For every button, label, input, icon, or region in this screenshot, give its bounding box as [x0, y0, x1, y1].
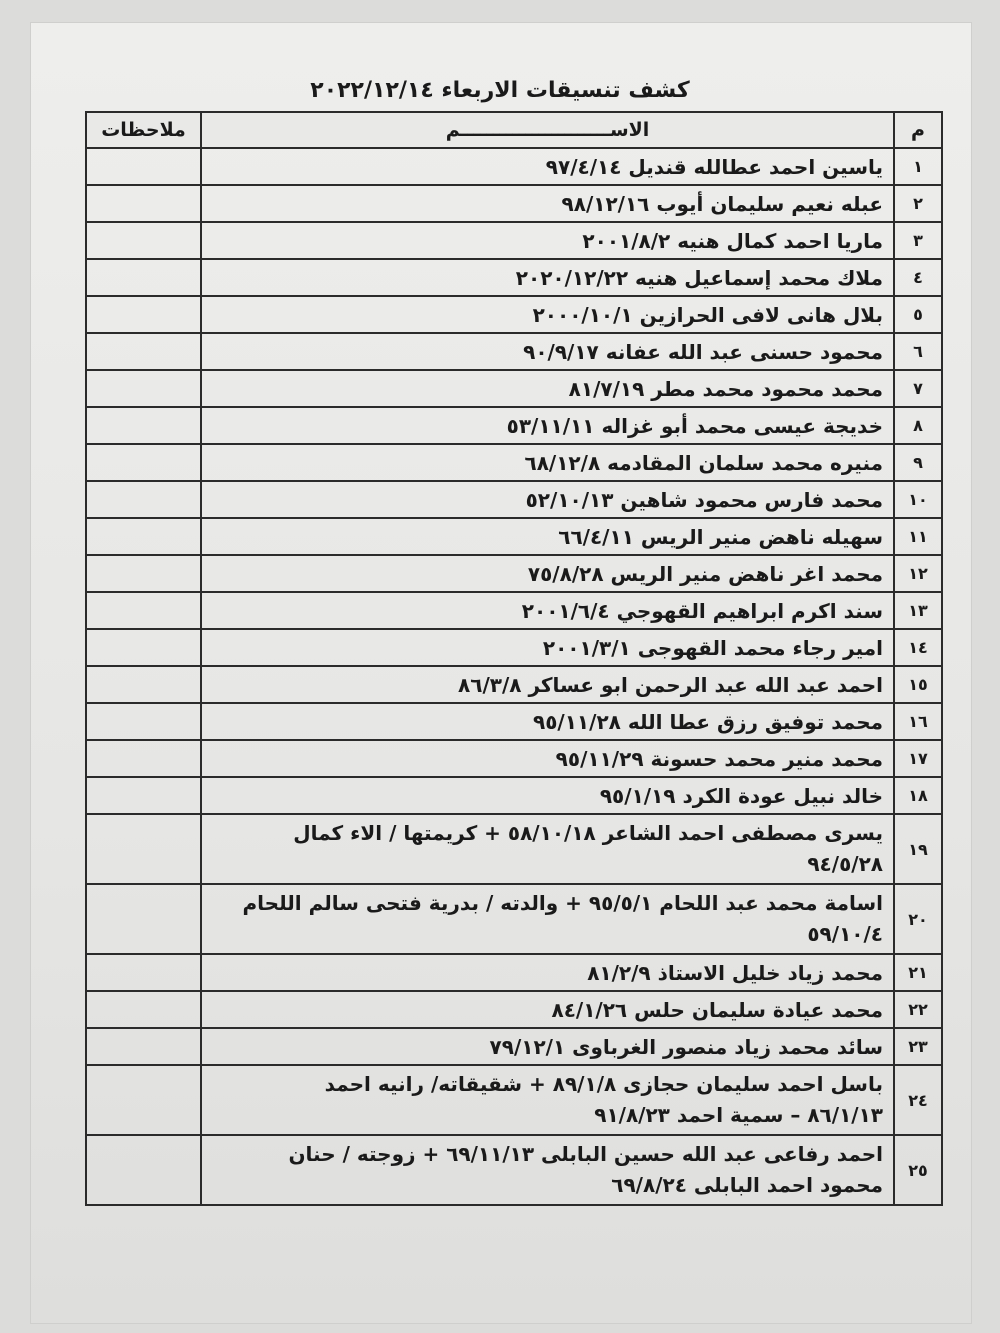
row-name-cell: [201, 814, 894, 884]
row-notes-cell: [86, 740, 201, 777]
row-number: ١٥: [894, 666, 942, 703]
table-row: [86, 259, 942, 296]
row-name-cell: [201, 666, 894, 703]
row-name-cell: [201, 370, 894, 407]
row-notes-cell: [86, 629, 201, 666]
row-notes-cell: [86, 370, 201, 407]
row-name-cell: [201, 777, 894, 814]
row-name-cell: [201, 296, 894, 333]
table-body: [86, 148, 942, 1205]
table-row: [86, 222, 942, 259]
table-row: [86, 629, 942, 666]
table-header-row: [86, 112, 942, 148]
row-name-cell: [201, 518, 894, 555]
row-name-line: احمد رفاعى عبد الله حسين البابلى ٦٩/١١/١٣ + زوجته / حنان: [288, 1142, 883, 1166]
table-row: [86, 954, 942, 991]
row-number: ٢٢: [894, 991, 942, 1028]
row-name-cell: [201, 481, 894, 518]
row-notes-cell: [86, 481, 201, 518]
row-notes-cell: [86, 703, 201, 740]
row-name-cell: [201, 148, 894, 185]
row-name-line: امير رجاء محمد القهوجى ٢٠٠١/٣/١: [542, 635, 883, 660]
table-row: [86, 777, 942, 814]
header-notes: ملاحظات: [86, 112, 201, 148]
row-notes-cell: [86, 555, 201, 592]
table-row: [86, 740, 942, 777]
row-notes-cell: [86, 148, 201, 185]
row-name-cell: [201, 629, 894, 666]
row-name-line: منيره محمد سلمان المقادمه ٦٨/١٢/٨: [524, 450, 883, 475]
table-row: [86, 991, 942, 1028]
row-name-line: اسامة محمد عبد اللحام ٩٥/٥/١ + والدته / بدرية فتحى سالم اللحام: [242, 891, 883, 915]
row-number: ٢: [894, 185, 942, 222]
row-name-line: سهيله ناهض منير الريس ٦٦/٤/١١: [558, 524, 883, 549]
row-name-cell: [201, 222, 894, 259]
table-row: [86, 592, 942, 629]
row-name-line: محمود حسنى عبد الله عفانه ٩٠/٩/١٧: [523, 339, 883, 364]
row-number: ٩: [894, 444, 942, 481]
row-notes-cell: [86, 1028, 201, 1065]
row-notes-cell: [86, 592, 201, 629]
row-number: ٥: [894, 296, 942, 333]
table-row: [86, 296, 942, 333]
row-name-cell: [201, 884, 894, 954]
row-name-cell: [201, 185, 894, 222]
table-row: [86, 444, 942, 481]
row-name-line: خديجة عيسى محمد أبو غزاله ٥٣/١١/١١: [506, 413, 883, 438]
row-number: ٤: [894, 259, 942, 296]
row-name-cell: [201, 592, 894, 629]
row-notes-cell: [86, 333, 201, 370]
row-name-cell: [201, 1028, 894, 1065]
row-notes-cell: [86, 185, 201, 222]
row-name-cell: [201, 555, 894, 592]
row-name-cell: [201, 1135, 894, 1205]
row-name-cell: [201, 259, 894, 296]
row-number: ١٤: [894, 629, 942, 666]
row-notes-cell: [86, 814, 201, 884]
table-row: [86, 407, 942, 444]
row-number: ١٢: [894, 555, 942, 592]
table-row: [86, 185, 942, 222]
table-row: [86, 333, 942, 370]
row-notes-cell: [86, 666, 201, 703]
records-table: [85, 111, 943, 1206]
row-notes-cell: [86, 407, 201, 444]
row-name-line: محمد زياد خليل الاستاذ ٨١/٢/٩: [587, 960, 883, 985]
row-notes-cell: [86, 444, 201, 481]
row-notes-cell: [86, 1065, 201, 1135]
row-notes-cell: [86, 884, 201, 954]
table-row: [86, 666, 942, 703]
row-number: ٨: [894, 407, 942, 444]
table-row: [86, 555, 942, 592]
row-number: ١: [894, 148, 942, 185]
row-name-cell: [201, 991, 894, 1028]
row-number: ٢٤: [894, 1065, 942, 1135]
row-name-line: عبله نعيم سليمان أيوب ٩٨/١٢/١٦: [561, 191, 883, 216]
row-number: ٢٥: [894, 1135, 942, 1205]
row-number: ٢٣: [894, 1028, 942, 1065]
table-row: [86, 518, 942, 555]
row-name-cell: [201, 1065, 894, 1135]
row-notes-cell: [86, 518, 201, 555]
row-number: ١٠: [894, 481, 942, 518]
row-name-line: محمد منير محمد حسونة ٩٥/١١/٢٩: [555, 746, 883, 771]
row-name-cell: [201, 444, 894, 481]
row-number: ١٦: [894, 703, 942, 740]
row-name-line: ياسين احمد عطالله قنديل ٩٧/٤/١٤: [545, 154, 883, 179]
row-name-cell: [201, 740, 894, 777]
row-notes-cell: [86, 954, 201, 991]
table-row: [86, 481, 942, 518]
row-name-line: محمد محمود محمد مطر ٨١/٧/١٩: [568, 376, 883, 401]
row-notes-cell: [86, 296, 201, 333]
row-number: ١٧: [894, 740, 942, 777]
row-name-cell: [201, 703, 894, 740]
row-notes-cell: [86, 991, 201, 1028]
row-name-cell: [201, 333, 894, 370]
row-name-line: ٥٩/١٠/٤: [807, 922, 883, 946]
row-name-cell: [201, 407, 894, 444]
row-name-line: سند اكرم ابراهيم القهوجي ٢٠٠١/٦/٤: [521, 598, 883, 623]
row-number: ١٨: [894, 777, 942, 814]
row-number: ١١: [894, 518, 942, 555]
table-row: [86, 1028, 942, 1065]
row-notes-cell: [86, 777, 201, 814]
row-name-line: محمود احمد البابلى ٦٩/٨/٢٤: [611, 1173, 883, 1197]
row-name-line: ملاك محمد إسماعيل هنيه ٢٠٢٠/١٢/٢٢: [515, 265, 883, 290]
table-row: [86, 884, 942, 954]
row-name-line: محمد توفيق رزق عطا الله ٩٥/١١/٢٨: [533, 709, 883, 734]
row-name-line: بلال هانى لافى الحرازين ٢٠٠٠/١٠/١: [532, 302, 883, 327]
row-number: ٢٠: [894, 884, 942, 954]
page-title: كشف تنسيقات الاربعاء ٢٠٢٢/١٢/١٤: [310, 78, 690, 103]
table-row: [86, 148, 942, 185]
table-row: [86, 1065, 942, 1135]
header-number: م: [894, 112, 942, 148]
row-number: ٢١: [894, 954, 942, 991]
row-name-line: ماريا احمد كمال هنيه ٢٠٠١/٨/٢: [582, 228, 883, 253]
table-row: [86, 1135, 942, 1205]
row-name-line: ٩٤/٥/٢٨: [807, 852, 883, 876]
row-name-line: احمد عبد الله عبد الرحمن ابو عساكر ٨٦/٣/٨: [458, 672, 883, 697]
row-name-line: باسل احمد سليمان حجازى ٨٩/١/٨ + شقيقاته/ رانيه احمد: [324, 1072, 883, 1096]
row-number: ١٣: [894, 592, 942, 629]
row-number: ٣: [894, 222, 942, 259]
row-notes-cell: [86, 222, 201, 259]
row-name-line: سائد محمد زياد منصور الغرباوى ٧٩/١٢/١: [489, 1034, 883, 1059]
row-name-line: يسرى مصطفى احمد الشاعر ٥٨/١٠/١٨ + كريمتها / الاء كمال: [293, 821, 883, 845]
header-name: الاســـــــــــــــــــــــم: [201, 112, 894, 148]
row-name-line: ٨٦/١/١٣ – سمية احمد ٩١/٨/٢٣: [594, 1103, 883, 1127]
table-row: [86, 370, 942, 407]
row-name-line: خالد نبيل عودة الكرد ٩٥/١/١٩: [599, 783, 883, 808]
row-name-line: محمد اغر ناهض منير الريس ٧٥/٨/٢٨: [527, 561, 883, 586]
row-number: ٧: [894, 370, 942, 407]
row-notes-cell: [86, 259, 201, 296]
table-row: [86, 703, 942, 740]
table-row: [86, 814, 942, 884]
row-notes-cell: [86, 1135, 201, 1205]
row-number: ٦: [894, 333, 942, 370]
row-number: ١٩: [894, 814, 942, 884]
row-name-line: محمد فارس محمود شاهين ٥٢/١٠/١٣: [525, 487, 883, 512]
row-name-cell: [201, 954, 894, 991]
row-name-line: محمد عيادة سليمان حلس ٨٤/١/٢٦: [551, 997, 883, 1022]
